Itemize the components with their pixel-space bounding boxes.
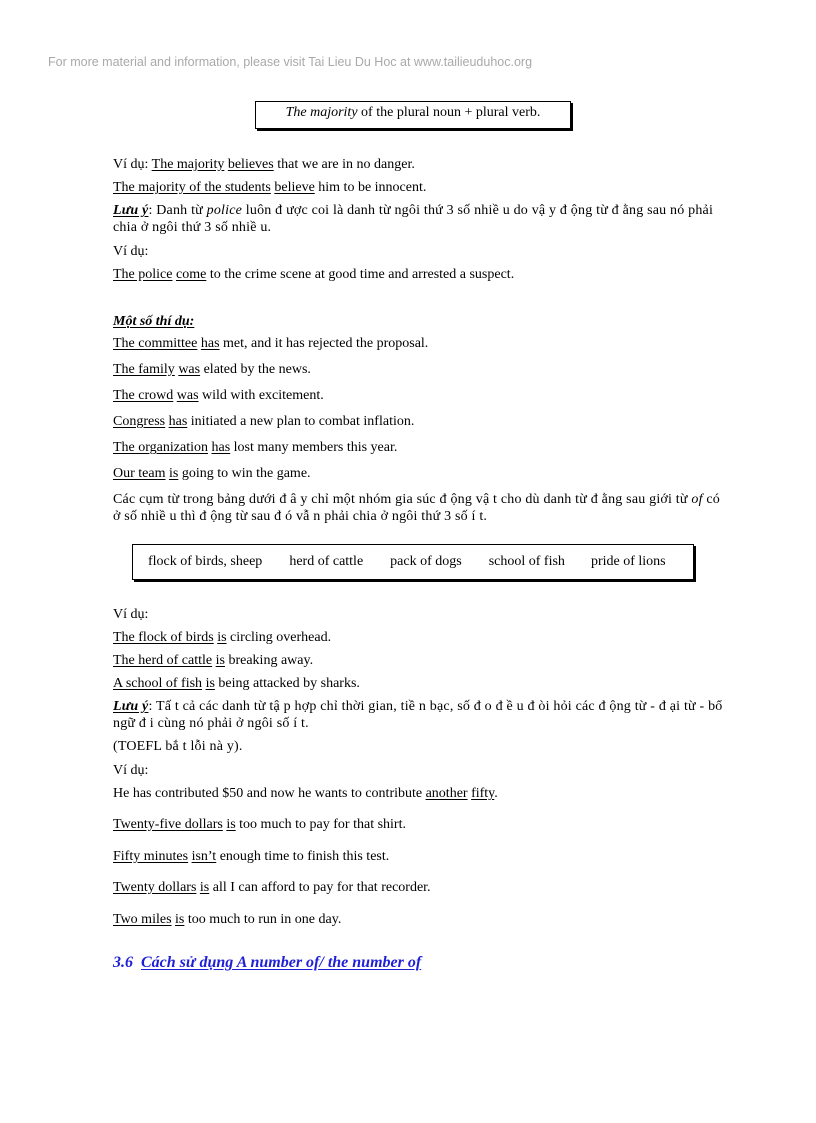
example-line (113, 439, 723, 456)
example-line (113, 361, 723, 378)
group-item: pack of dogs (390, 554, 462, 569)
verb: is (217, 630, 227, 645)
subject: The majority (151, 157, 225, 172)
group-item: pride of lions (590, 554, 666, 569)
note-word: police (206, 203, 243, 218)
example-line (113, 785, 723, 802)
rule-italic: The majority (285, 105, 358, 120)
verb: is (175, 912, 185, 927)
rest-text: enough time to finish this test. (216, 849, 390, 864)
example-line (113, 848, 723, 865)
example-line (113, 629, 723, 646)
note-police (113, 202, 723, 236)
rest-text: elated by the news. (200, 362, 311, 377)
example-prefix: Ví dụ: (113, 157, 152, 172)
note-text: : Danh từ (148, 203, 207, 218)
rest-text: being attacked by sharks. (214, 676, 360, 691)
group-item: flock of birds, sheep (148, 554, 263, 569)
subject: The committee (113, 336, 198, 351)
example-line (113, 156, 723, 173)
example-label: Ví dụ: (113, 244, 149, 259)
section-title-text: Cách sử dụng A number of/ the number of (141, 954, 422, 971)
subject: The family (113, 362, 175, 377)
rest-text: too much to pay for that shirt. (235, 817, 406, 832)
paragraph-text: có ở số nhiề u thì đ ộng từ sau đ ó vẫ n phải chia ở ngôi thứ 3 số í t. (113, 492, 721, 524)
underlined-word: another (425, 786, 468, 801)
example-label: Ví dụ: (113, 607, 149, 622)
subject: Twenty-five dollars (113, 817, 223, 832)
rest-text: lost many members this year. (230, 440, 398, 455)
group-item: school of fish (488, 554, 565, 569)
verb: was (176, 388, 199, 403)
rest-text: breaking away. (224, 653, 314, 668)
verb: believe (274, 180, 315, 195)
rest-text: that we are in no danger. (273, 157, 415, 172)
subject: The organization (113, 440, 208, 455)
subject: Two miles (113, 912, 172, 927)
example-line (113, 413, 723, 430)
rest-text: . (494, 786, 498, 801)
example-line (113, 465, 723, 482)
paragraph-text: Các cụm từ trong bảng dưới đ â y chỉ một nhóm gia súc đ ộng vậ t cho dù danh từ đ ằng sau giới từ (113, 492, 692, 507)
example-line (113, 266, 723, 283)
toefl-note: (TOEFL bắ t lỗi nà y). (113, 739, 243, 754)
subject: The herd of cattle (113, 653, 213, 668)
verb: isn’t (191, 849, 217, 864)
paragraph-of: of (691, 492, 703, 507)
verb: is (199, 880, 210, 895)
subject: Our team (113, 466, 166, 481)
example-line (113, 816, 723, 833)
group-item: herd of cattle (289, 554, 364, 569)
underlined-word: fifty (471, 786, 495, 801)
section-number: 3.6 (113, 954, 133, 971)
examples-heading-text: Một số thí dụ: (113, 314, 195, 329)
example-line (113, 335, 723, 352)
subject: A school of fish (113, 676, 203, 691)
note-label: Lưu ý (113, 203, 149, 218)
note-text: : Tấ t cả các danh từ tậ p hợp chỉ thời gian, tiề n bạc, số đ o đ ề u đ òi hỏi các đ ộng từ - đ ại từ - bổ ngữ đ i cùng nó phải ở ngôi số í t. (113, 699, 723, 731)
subject: Congress (113, 414, 166, 429)
paragraph-groups (113, 491, 723, 525)
verb: has (168, 414, 188, 429)
rest-text: too much to run in one day. (184, 912, 342, 927)
section-heading (113, 954, 421, 972)
verb: believes (227, 157, 274, 172)
examples-heading (113, 313, 723, 330)
example-line (113, 179, 723, 196)
note-text: luôn đ ược coi là danh từ ngôi thứ 3 số nhiề u do vậ y đ ộng từ đ ằng sau nó phải chia ở ngôi thứ 3 số nhiề u. (113, 203, 714, 235)
animal-groups-box (132, 544, 694, 580)
rest-text: all I can afford to pay for that recorder. (209, 880, 431, 895)
rest-text: He has contributed $50 and now he wants to contribute (113, 786, 426, 801)
verb: was (178, 362, 201, 377)
note-label: Lưu ý (113, 699, 149, 714)
example-line (113, 879, 723, 896)
rule-box (255, 101, 571, 129)
example-line (113, 387, 723, 404)
rest-text: to the crime scene at good time and arrested a suspect. (206, 267, 515, 282)
verb: is (226, 817, 236, 832)
example-line (113, 652, 723, 669)
subject: Twenty dollars (113, 880, 197, 895)
rest-text: wild with excitement. (198, 388, 324, 403)
example-line (113, 911, 723, 928)
example-line (113, 675, 723, 692)
subject: Fifty minutes (113, 849, 189, 864)
rest-text: initiated a new plan to combat inflation. (187, 414, 415, 429)
verb: has (211, 440, 231, 455)
rule-rest: of the plural noun + plural verb. (357, 105, 541, 120)
verb: is (168, 466, 179, 481)
note-quantities (113, 698, 723, 732)
rest-text: circling overhead. (226, 630, 332, 645)
watermark-text: For more material and information, please visit Tai Lieu Du Hoc at www.tailieuduhoc.org (48, 55, 533, 69)
example-label: Ví dụ: (113, 763, 149, 778)
verb: is (215, 653, 225, 668)
rest-text: him to be innocent. (314, 180, 427, 195)
verb: come (175, 267, 207, 282)
subject: The police (113, 267, 173, 282)
verb: has (200, 336, 220, 351)
subject: The flock of birds (113, 630, 214, 645)
rest-text: going to win the game. (178, 466, 311, 481)
subject: The majority of the students (113, 180, 271, 195)
subject: The crowd (113, 388, 174, 403)
verb: is (205, 676, 215, 691)
rest-text: met, and it has rejected the proposal. (219, 336, 429, 351)
